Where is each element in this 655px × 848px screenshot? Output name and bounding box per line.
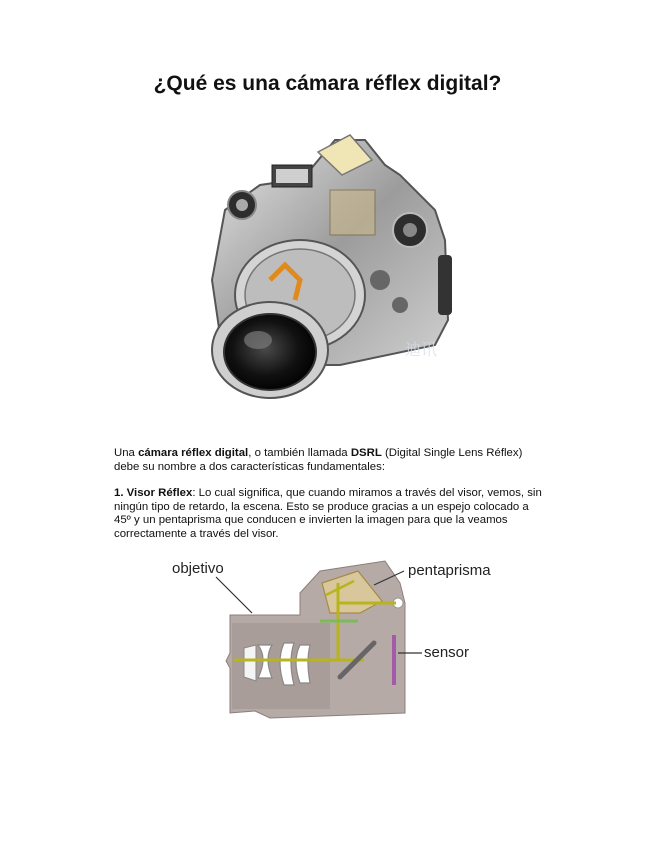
term-dsrl: DSRL (350, 447, 382, 459)
visor-text: : Lo cual significa, que cuando miramos a través del visor, vemos, sin ningún tipo de retardo, la escena. Esto se produce gracias a un espejo colocado a 45º y un pentaprisma que conducen e invierten la imagen para que la veamos correctamente a través del visor. (114, 487, 542, 540)
dslr-camera-photo (200, 130, 470, 430)
label-objetivo: objetivo (172, 560, 224, 577)
intro-text-3: (Digital Single Lens Réflex) debe su nombre a dos características fundamentales: (114, 447, 523, 473)
intro-paragraph (114, 447, 544, 474)
reflex-diagram (160, 553, 500, 723)
visor-heading: 1. Visor Réflex (114, 487, 193, 499)
label-sensor: sensor (424, 644, 470, 661)
visor-paragraph (114, 487, 544, 541)
term-camara-reflex: cámara réflex digital (138, 447, 249, 459)
page-title: ¿Qué es una cámara réflex digital? (153, 72, 502, 95)
intro-text-2: , o también llamada (248, 447, 351, 459)
watermark-text: 迪讯 (405, 342, 438, 359)
label-pentaprisma: pentaprisma (408, 562, 491, 579)
intro-text-1: Una (114, 447, 139, 459)
